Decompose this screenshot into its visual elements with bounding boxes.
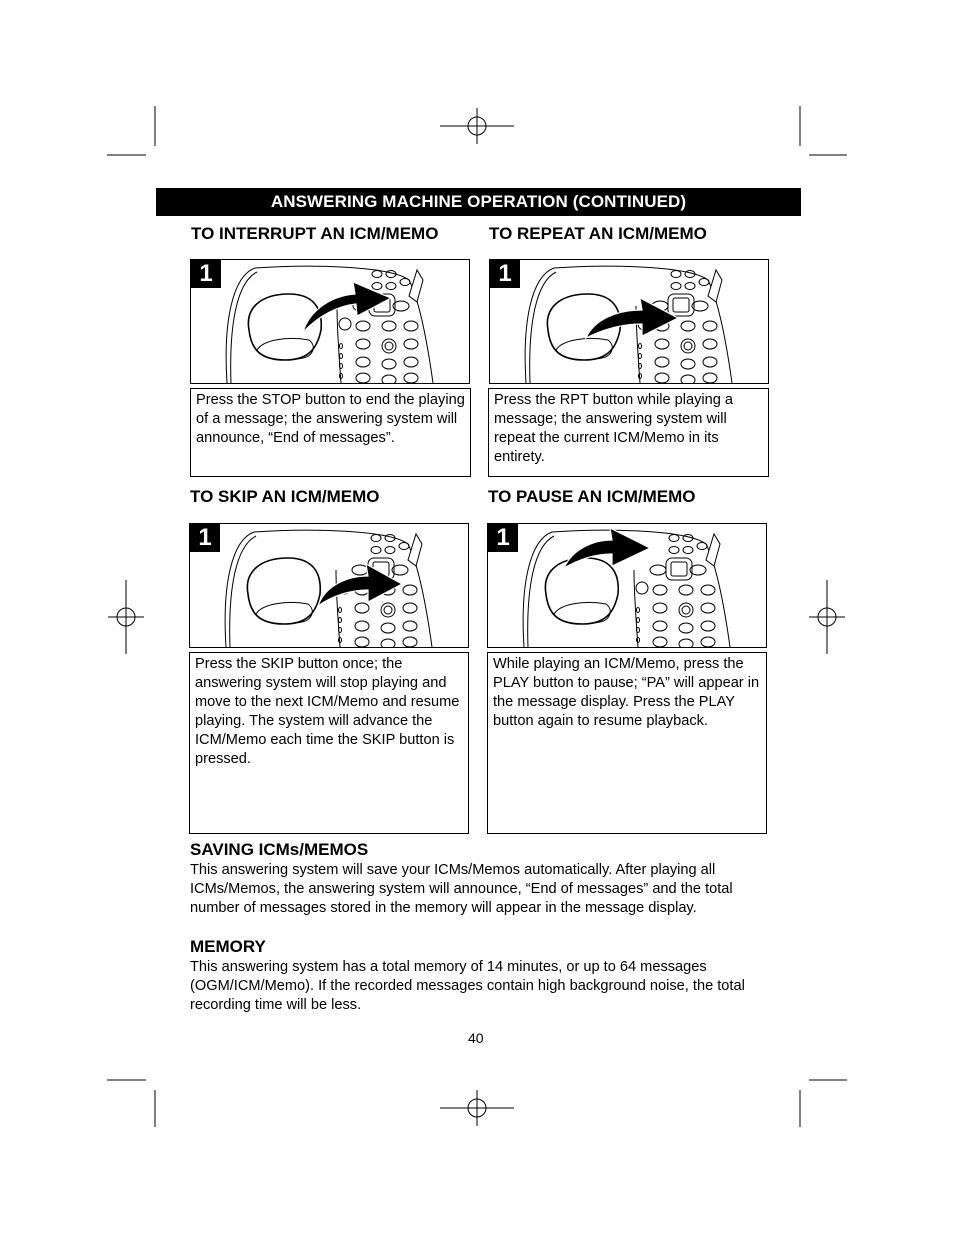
control-button xyxy=(355,621,369,631)
control-button xyxy=(403,585,417,595)
speaker-slot xyxy=(637,628,640,633)
control-button xyxy=(382,375,396,383)
control-button xyxy=(681,321,695,331)
speaker-slot xyxy=(339,608,342,613)
step-number-badge: 1 xyxy=(488,524,518,552)
registration-mark-top xyxy=(440,108,514,144)
panel-divider xyxy=(336,570,340,647)
play-button-inner xyxy=(385,342,393,350)
small-button xyxy=(399,543,409,550)
handset-cradle xyxy=(248,294,321,360)
control-button xyxy=(356,373,370,383)
handset-cradle xyxy=(545,558,618,624)
speaker-slot xyxy=(639,344,642,349)
play-button-inner xyxy=(384,606,392,614)
small-button xyxy=(669,547,679,554)
small-button xyxy=(671,271,681,278)
control-button xyxy=(701,621,715,631)
phone-base-inner-edge xyxy=(528,536,554,647)
play-button xyxy=(681,339,695,353)
speaker-slot xyxy=(340,354,343,359)
control-button xyxy=(403,621,417,631)
control-button xyxy=(382,321,396,331)
small-button xyxy=(371,535,381,542)
control-button xyxy=(655,339,669,349)
control-button xyxy=(703,321,717,331)
control-button xyxy=(703,357,717,367)
instruction-repeat: Press the RPT button while playing a message; the answering system will repeat the current ICM/Memo in its entirety. xyxy=(488,388,769,477)
control-button xyxy=(382,359,396,369)
side-button xyxy=(636,582,648,594)
small-button xyxy=(697,543,707,550)
play-button-inner xyxy=(682,606,690,614)
instruction-interrupt: Press the STOP button to end the playing of a message; the answering system will announce, “End of messages”. xyxy=(190,388,471,477)
play-button-inner xyxy=(684,342,692,350)
control-button xyxy=(703,373,717,383)
small-button xyxy=(385,547,395,554)
nav-center-button xyxy=(671,562,687,576)
control-button xyxy=(404,321,418,331)
play-button xyxy=(381,603,395,617)
control-button xyxy=(355,603,369,613)
heading-saving: SAVING ICMs/MEMOS xyxy=(190,840,369,859)
control-button xyxy=(681,375,695,383)
registration-mark-right xyxy=(809,580,845,654)
panel-divider xyxy=(634,570,638,647)
memory-paragraph: This answering system has a total memory of 14 minutes, or up to 64 messages (OGM/ICM/Memo). If the recorded messages contain high background noise, the total recording time will be less. xyxy=(190,959,745,1013)
control-button xyxy=(701,585,715,595)
side-button xyxy=(339,318,351,330)
phone-base-inner-edge xyxy=(530,272,556,383)
phone-base-outline xyxy=(226,266,433,383)
control-button xyxy=(404,357,418,367)
heading-interrupt: TO INTERRUPT AN ICM/MEMO xyxy=(191,224,439,243)
step-number-badge: 1 xyxy=(191,260,221,288)
control-button xyxy=(356,321,370,331)
small-button xyxy=(671,283,681,290)
step-number-badge: 1 xyxy=(190,524,220,552)
handset-cradle xyxy=(247,558,320,624)
speaker-slot xyxy=(340,344,343,349)
play-button xyxy=(679,603,693,617)
small-button xyxy=(386,283,396,290)
control-button xyxy=(653,621,667,631)
nav-side-button xyxy=(352,565,368,575)
control-button xyxy=(701,603,715,613)
control-button xyxy=(655,357,669,367)
control-button xyxy=(655,373,669,383)
small-button xyxy=(372,283,382,290)
small-button xyxy=(685,283,695,290)
nav-cluster xyxy=(666,558,692,580)
page-number: 40 xyxy=(468,1030,484,1046)
small-button xyxy=(683,547,693,554)
instruction-pause: While playing an ICM/Memo, press the PLAY button to pause; “PA” will appear in the message display. Press the PLAY button again to resume playback. xyxy=(487,652,767,834)
control-button xyxy=(356,357,370,367)
control-button xyxy=(653,603,667,613)
control-button xyxy=(381,623,395,633)
answering-machine-drawing xyxy=(225,530,432,647)
small-button xyxy=(669,535,679,542)
instruction-skip: Press the SKIP button once; the answering system will stop playing and move to the next ICM/Memo and resume playing. The system will advance the ICM/Memo each time the SKIP button is pressed. xyxy=(189,652,469,834)
control-button xyxy=(404,373,418,383)
play-button xyxy=(382,339,396,353)
answering-machine-drawing xyxy=(226,266,433,383)
control-button xyxy=(679,623,693,633)
speaker-slot xyxy=(339,618,342,623)
small-button xyxy=(400,279,410,286)
speaker-slot xyxy=(639,354,642,359)
antenna-icon xyxy=(706,534,720,566)
illustration-interrupt xyxy=(190,259,470,384)
control-button xyxy=(403,603,417,613)
small-button xyxy=(371,547,381,554)
control-button xyxy=(356,339,370,349)
pointing-arrow-icon xyxy=(586,298,678,338)
registration-mark-left xyxy=(108,580,144,654)
registration-mark-bottom xyxy=(440,1090,514,1126)
control-button xyxy=(403,637,417,647)
speaker-slot xyxy=(339,628,342,633)
control-button xyxy=(381,639,395,647)
control-button xyxy=(679,639,693,647)
illustration-pause xyxy=(487,523,767,648)
speaker-slot xyxy=(340,364,343,369)
panel-divider xyxy=(337,306,341,383)
heading-skip: TO SKIP AN ICM/MEMO xyxy=(190,487,380,506)
saving-paragraph: This answering system will save your ICMs/Memos automatically. After playing all ICMs/Memos, the answering system will announce, “End of messages” and the total number of messages stored in the memory will appear in the message display. xyxy=(190,862,733,916)
nav-side-button xyxy=(650,565,666,575)
step-number-badge: 1 xyxy=(490,260,520,288)
heading-memory: MEMORY xyxy=(190,937,266,956)
antenna-icon xyxy=(409,270,423,302)
speaker-slot xyxy=(637,618,640,623)
control-button xyxy=(679,585,693,595)
section-banner: ANSWERING MACHINE OPERATION (CONTINUED) xyxy=(156,188,801,216)
control-button xyxy=(681,359,695,369)
nav-cluster xyxy=(668,294,694,316)
speaker-slot xyxy=(637,608,640,613)
heading-pause: TO PAUSE AN ICM/MEMO xyxy=(488,487,696,506)
control-button xyxy=(355,637,369,647)
illustration-skip xyxy=(189,523,469,648)
antenna-icon xyxy=(408,534,422,566)
phone-base-outline xyxy=(225,530,432,647)
control-button xyxy=(703,339,717,349)
speaker-slot xyxy=(639,364,642,369)
small-button xyxy=(372,271,382,278)
illustration-repeat xyxy=(489,259,769,384)
small-button xyxy=(699,279,709,286)
phone-base-inner-edge xyxy=(230,536,256,647)
nav-center-button xyxy=(673,298,689,312)
control-button xyxy=(653,585,667,595)
control-button xyxy=(701,637,715,647)
phone-base-inner-edge xyxy=(231,272,257,383)
pointing-arrow-icon xyxy=(564,528,650,568)
control-button xyxy=(653,637,667,647)
control-button xyxy=(404,339,418,349)
heading-repeat: TO REPEAT AN ICM/MEMO xyxy=(489,224,707,243)
antenna-icon xyxy=(708,270,722,302)
